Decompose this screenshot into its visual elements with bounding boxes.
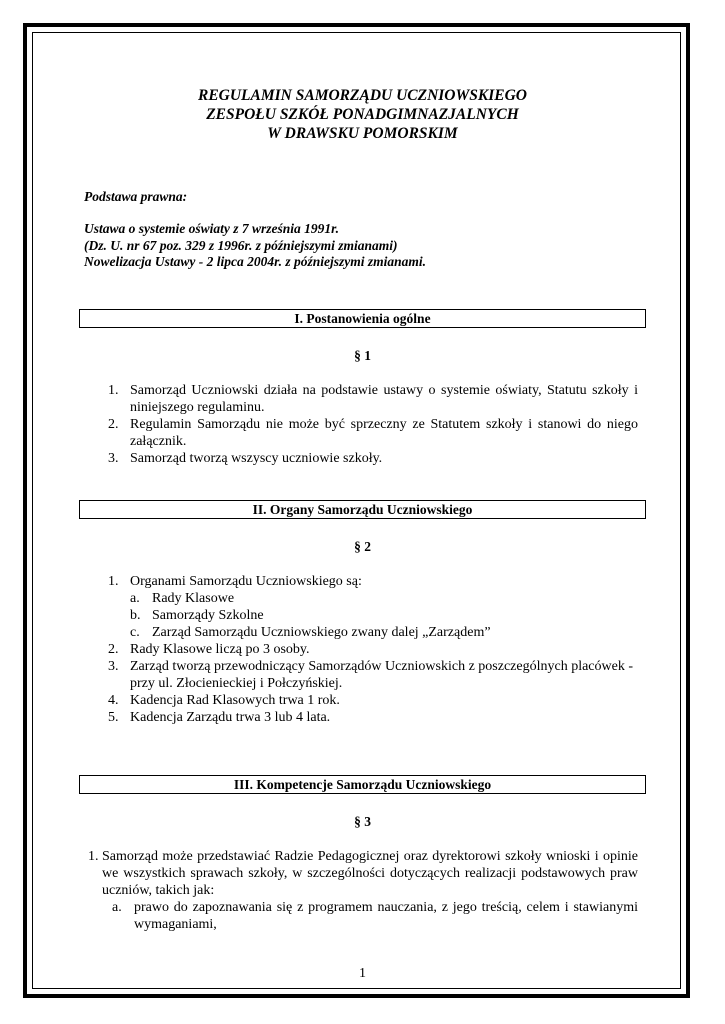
list-item: [108, 658, 638, 692]
section-heading-2: II. Organy Samorządu Uczniowskiego: [79, 500, 646, 519]
list-item: [108, 641, 638, 658]
list-text: Kadencja Zarządu trwa 3 lub 4 lata.: [130, 710, 331, 725]
title-line-1: REGULAMIN SAMORZĄDU UCZNIOWSKIEGO: [197, 87, 527, 104]
sublist-item: [130, 590, 638, 607]
page-number: 1: [359, 966, 366, 981]
sublist-text: Samorządy Szkolne: [152, 608, 264, 623]
list-item: [108, 450, 638, 467]
title-line-2: ZESPOŁU SZKÓŁ PONADGIMNAZJALNYCH: [206, 106, 519, 123]
list-text: Rady Klasowe liczą po 3 osoby.: [130, 642, 310, 657]
list-item: [108, 692, 638, 709]
list-number: 2.: [108, 417, 119, 432]
list-number: 2.: [108, 642, 119, 657]
section3-list: [88, 848, 638, 933]
list-item: [108, 382, 638, 416]
section-heading-3: III. Kompetencje Samorządu Uczniowskiego: [79, 775, 646, 794]
document-title: [0, 86, 725, 143]
list-number: 1.: [88, 849, 99, 864]
list-item: [108, 573, 638, 641]
list-number: 1.: [108, 383, 119, 398]
sublist-letter: a.: [112, 900, 122, 915]
sublist-text: Zarząd Samorządu Uczniowskiego zwany dalej „Zarządem”: [152, 625, 491, 640]
list-text: Regulamin Samorządu nie może być sprzeczny ze Statutem szkoły i stanowi do niego załącznik.: [130, 417, 638, 449]
list-item: [108, 416, 638, 450]
section-heading-1: I. Postanowienia ogólne: [79, 309, 646, 328]
paragraph-symbol-2: § 2: [354, 539, 371, 554]
sublist-item: [112, 899, 638, 933]
list-number: 3.: [108, 451, 119, 466]
legal-basis-line-1: Ustawa o systemie oświaty z 7 września 1991r.: [84, 221, 340, 236]
list-number: 5.: [108, 710, 119, 725]
list-item: [108, 709, 638, 726]
sublist-letter: b.: [130, 608, 141, 623]
sublist-item: [130, 624, 638, 641]
list-number: 4.: [108, 693, 119, 708]
list-number: 1.: [108, 574, 119, 589]
section1-list: [108, 382, 638, 467]
title-line-3: W DRAWSKU POMORSKIM: [267, 125, 458, 142]
list-item: [88, 848, 638, 933]
list-text: Samorząd Uczniowski działa na podstawie ustawy o systemie oświaty, Statutu szkoły i niniejszego regulaminu.: [130, 383, 638, 415]
sublist-item: [130, 607, 638, 624]
list-text: Kadencja Rad Klasowych trwa 1 rok.: [130, 693, 340, 708]
paragraph-symbol-3: § 3: [354, 814, 371, 829]
legal-basis-label: Podstawa prawna:: [84, 189, 188, 204]
section2-list: [108, 573, 638, 726]
paragraph-symbol-1: § 1: [354, 348, 371, 363]
list-text: Samorząd tworzą wszyscy uczniowie szkoły.: [130, 451, 383, 466]
list-text: Organami Samorządu Uczniowskiego są:: [130, 574, 362, 589]
list-text: Zarząd tworzą przewodniczący Samorządów Uczniowskich z poszczególnych placówek - przy ul. Złocienieckiej i Połczyńskiej.: [130, 659, 633, 691]
list-text: Samorząd może przedstawiać Radzie Pedagogicznej oraz dyrektorowi szkoły wnioski i opinie we wszystkich sprawach szkoły, w szczególności dotyczących realizacji podstawowych praw uczniów, takich jak:: [102, 849, 638, 898]
sublist-letter: c.: [130, 625, 140, 640]
sublist-letter: a.: [130, 591, 140, 606]
sublist-text: prawo do zapoznawania się z programem nauczania, z jego treścią, celem i stawianymi wymaganiami,: [134, 900, 638, 932]
sublist-text: Rady Klasowe: [152, 591, 235, 606]
legal-basis-line-3: Nowelizacja Ustawy - 2 lipca 2004r. z późniejszymi zmianami.: [84, 254, 427, 269]
legal-basis-line-2: (Dz. U. nr 67 poz. 329 z 1996r. z późniejszymi zmianami): [84, 237, 398, 253]
list-number: 3.: [108, 659, 119, 674]
legal-basis: [84, 221, 426, 271]
